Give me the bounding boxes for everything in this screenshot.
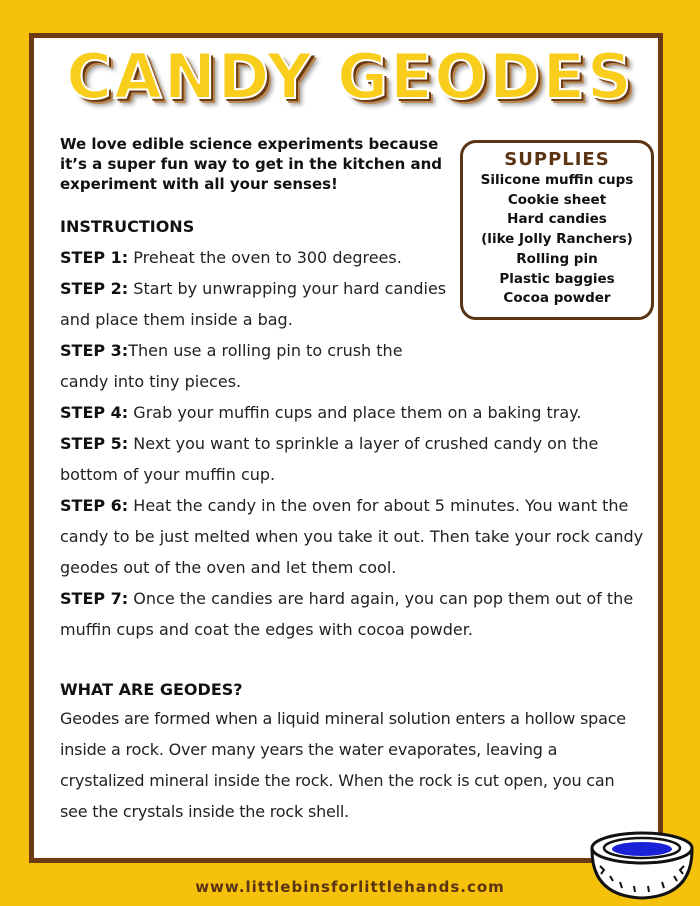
step-label: STEP 2: <box>60 279 129 298</box>
supplies-title: SUPPLIES <box>504 149 610 170</box>
step-5 <box>60 428 620 490</box>
step-label: STEP 7: <box>60 589 129 608</box>
supply-item: Hard candies <box>507 211 607 228</box>
step-text: Then use a rolling pin to crush the candy into tiny pieces. <box>60 341 403 391</box>
step-text: Once the candies are hard again, you can pop them out of the muffin cups and coat the edges with cocoa powder. <box>60 589 634 639</box>
step-1 <box>60 242 460 273</box>
step-label: STEP 1: <box>60 248 129 267</box>
step-7 <box>60 583 645 645</box>
footer-url: www.littlebinsforlittlehands.com <box>195 878 505 896</box>
step-4 <box>60 397 645 428</box>
page-title: CANDY GEODES <box>66 40 634 113</box>
step-3 <box>60 335 455 397</box>
geodes-text: Geodes are formed when a liquid mineral solution enters a hollow space inside a rock. Over many years the water evaporates, leaving a crystalized mineral inside the rock. When the rock is cut open, you can see the crystals inside the rock shell. <box>60 709 626 821</box>
step-text: Heat the candy in the oven for about 5 minutes. You want the candy to be just melted when you take it out. Then take your rock candy geodes out of the oven and let them cool. <box>60 496 644 577</box>
step-6 <box>60 490 645 583</box>
step-text: Next you want to sprinkle a layer of crushed candy on the bottom of your muffin cup. <box>60 434 599 484</box>
step-2 <box>60 273 452 335</box>
step-text: Grab your muffin cups and place them on a baking tray. <box>128 403 582 422</box>
step-text: Preheat the oven to 300 degrees. <box>128 248 402 267</box>
supply-item: (like Jolly Ranchers) <box>481 231 633 248</box>
supply-item: Plastic baggies <box>499 270 615 287</box>
instructions-heading: INSTRUCTIONS <box>60 217 195 236</box>
supplies-box <box>460 140 654 320</box>
step-label: STEP 4: <box>60 403 129 422</box>
step-label: STEP 5: <box>60 434 129 453</box>
supply-item: Rolling pin <box>516 250 598 267</box>
step-label: STEP 3: <box>60 341 129 360</box>
geodes-heading: WHAT ARE GEODES? <box>60 680 243 699</box>
step-label: STEP 6: <box>60 496 129 515</box>
intro-text: We love edible science experiments because it’s a super fun way to get in the kitchen and experiment with all your senses! <box>60 135 443 193</box>
supply-item: Cocoa powder <box>503 290 611 307</box>
supply-item: Cookie sheet <box>507 191 607 208</box>
supply-item: Silicone muffin cups <box>480 172 634 188</box>
step-text: Start by unwrapping your hard candies and place them inside a bag. <box>60 279 447 329</box>
